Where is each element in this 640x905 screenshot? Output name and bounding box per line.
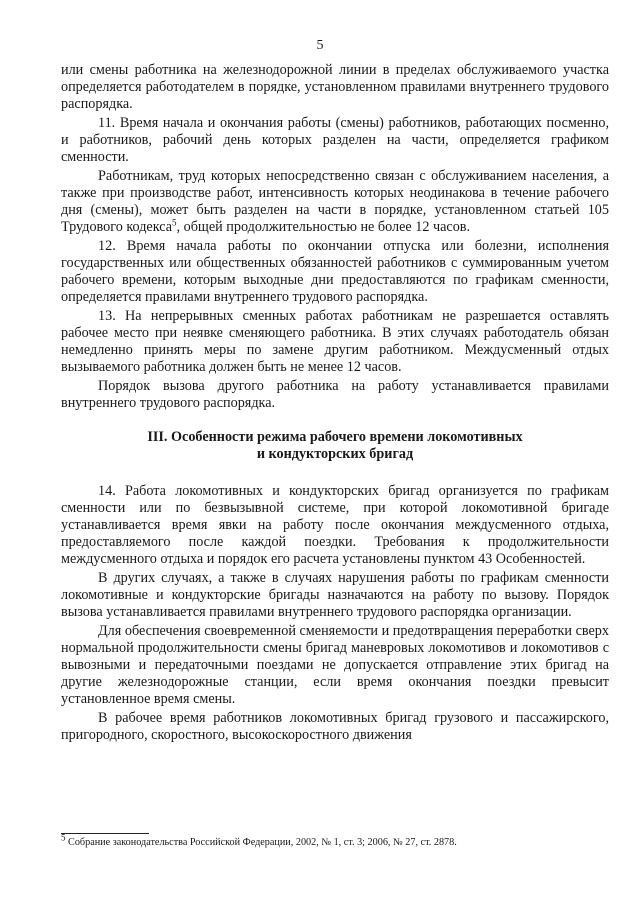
page-number: 5 [316, 38, 324, 53]
section-heading [61, 429, 609, 463]
paragraph-13: 13. На непрерывных сменных работах работникам не разрешается оставлять рабочее место при неявке сменяющего работника. В этих случаях работодатель обязан немедленно принять меры по замене другим работником. Междусменный отдых вызываемого работника должен быть не менее 12 часов. [61, 308, 609, 375]
footnote-mark: 5 [61, 832, 66, 843]
section-heading-line: III. Особенности режима рабочего времени локомотивных [147, 429, 523, 445]
paragraph-11: 11. Время начала и окончания работы (смены) работников, работающих посменно, и работников, рабочий день которых разделен на части, определяется графиком сменности. [61, 115, 609, 165]
footnote-divider [61, 833, 149, 834]
paragraph-11-part2 [61, 168, 609, 236]
document-body [61, 62, 609, 746]
paragraph-14-part3: Для обеспечения своевременной сменяемости и предотвращения переработки сверх нормальной продолжительности смены бригад маневровых локомотивов и локомотивов с вывозными и передаточными поездами не допускается отправление этих бригад на другие железнодорожные станции, если время окончания поездки превысит установленное время смены. [61, 623, 609, 707]
paragraph-text: Работникам, труд которых непосредственно связан с обслуживанием населения, а также при производстве работ, интенсивность которых неодинакова в течение рабочего дня (смены), может быть разделен на части в порядке, установленном статьей 105 Трудового кодекса [61, 168, 609, 235]
paragraph-continuation: или смены работника на железнодорожной линии в пределах обслуживаемого участка определяется работодателем в порядке, установленном правилами внутреннего трудового распорядка. [61, 62, 609, 112]
paragraph-14-part4: В рабочее время работников локомотивных бригад грузового и пассажирского, пригородного, скоростного, высокоскоростного движения [61, 710, 609, 743]
paragraph-text: , общей продолжительностью не более 12 часов. [176, 219, 471, 235]
footnote-text: Собрание законодательства Российской Федерации, 2002, № 1, ст. 3; 2006, № 27, ст. 2878. [65, 837, 457, 848]
paragraph-13-part2: Порядок вызова другого работника на работу устанавливается правилами внутреннего трудового распорядка. [61, 378, 609, 411]
footnote-reference[interactable]: 5 [172, 217, 177, 228]
footnote [61, 832, 609, 849]
paragraph-14-part2: В других случаях, а также в случаях нарушения работы по графикам сменности локомотивные и кондукторские бригады назначаются на работу по вызову. Порядок вызова устанавливается правилами внутреннего трудового распорядка организации. [61, 570, 609, 620]
section-heading-line: и кондукторских бригад [256, 446, 414, 462]
paragraph-14: 14. Работа локомотивных и кондукторских бригад организуется по графикам сменности или по безвызывной системе, при которой локомотивной бригаде устанавливается время явки на работу после окончания междусменного отдыха, предоставляемого после каждой поездки. Требования к продолжительности междусменного отдыха и порядок его расчета установлены пунктом 43 Особенностей. [61, 483, 609, 567]
paragraph-12: 12. Время начала работы по окончании отпуска или болезни, исполнения государственных или общественных обязанностей работников с суммированным учетом рабочего времени, которым выходные дни предоставляются по графикам сменности, определяется правилами внутреннего трудового распорядка. [61, 238, 609, 305]
